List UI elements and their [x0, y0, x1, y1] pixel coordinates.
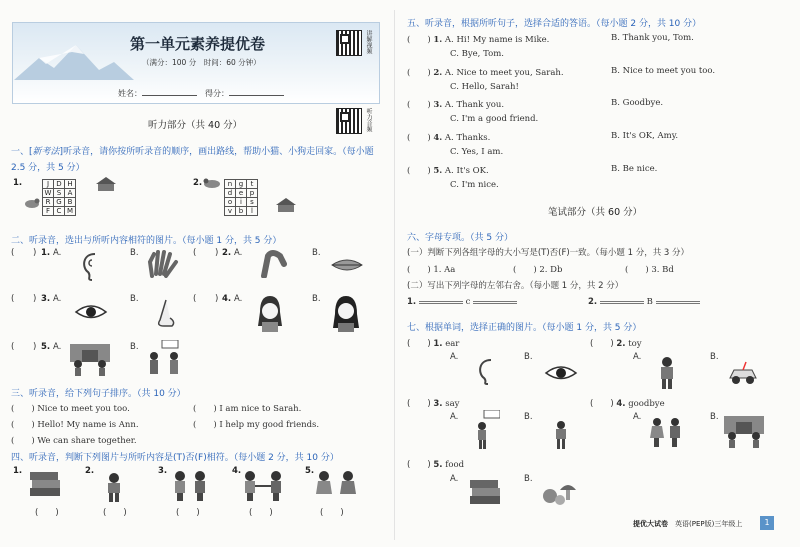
books-picture [28, 470, 62, 498]
answer-bracket: ( ) [249, 508, 273, 518]
s5-row: ( ) 3. A. Thank you. [407, 100, 505, 110]
nose-picture [152, 298, 178, 330]
two-girls-picture [314, 470, 360, 502]
option-a: A. [53, 294, 62, 304]
option-a: A. [450, 412, 459, 422]
option-a: A. Thank you. [444, 100, 505, 110]
option-b: B. Nice to meet you too. [611, 66, 716, 76]
grid-cell: t [247, 180, 258, 189]
house-icon [96, 177, 116, 191]
page-subtitle: （满分：100 分 时间：60 分钟） [142, 58, 261, 67]
option-a: A. [234, 248, 243, 258]
s5-row [450, 180, 499, 190]
grid-cell: F [43, 207, 54, 216]
mountain-illustration [14, 40, 134, 80]
s2-item-number: 1. [41, 248, 51, 258]
s4-number: 3. [158, 466, 168, 476]
grid-cell: H [65, 180, 76, 189]
option-a: A. [53, 342, 62, 352]
option-a: A. [234, 294, 243, 304]
answer-bracket: ) [215, 294, 219, 304]
answer-bracket: ( [11, 294, 15, 304]
cat-icon [24, 198, 40, 208]
house-icon [276, 198, 296, 212]
option-c: C. Bye, Tom. [450, 49, 504, 59]
option-a: A. [450, 474, 459, 484]
grid-cell: d [225, 189, 236, 198]
grid-cell: v [225, 207, 236, 216]
section-6-title: 六、字母专项。（共 5 分） [407, 233, 513, 243]
eye-picture [74, 303, 108, 321]
s5-item-number: 3. [433, 100, 443, 110]
grid-cell: A [65, 189, 76, 198]
grid-cell: B [65, 198, 76, 207]
option-a: A. Thanks. [444, 133, 491, 143]
option-b: B. [710, 352, 719, 362]
s3-sentence: ( ) I help my good friends. [193, 420, 320, 430]
s5-row [450, 114, 538, 124]
letter-grid-2 [224, 179, 258, 216]
answer-bracket: ) [33, 248, 37, 258]
s5-item-number: 5. [433, 166, 443, 176]
toy-car-picture [728, 360, 758, 386]
option-b: B. [710, 412, 719, 422]
s4-number: 4. [232, 466, 242, 476]
two-kids-picture [648, 416, 684, 448]
section-7-title: 七、根据单词，选择正确的图片。（每小题 1 分，共 5 分） [407, 323, 642, 333]
grid-cell: M [65, 207, 76, 216]
s2-item-number: 3. [41, 294, 51, 304]
s6-sub2: (二）写出下列字母的左邻右舍。（每小题 1 分，共 2 分） [407, 281, 624, 291]
s5-item-number: 2. [433, 68, 443, 78]
hand-picture [146, 250, 180, 278]
answer-bracket: ( ) [35, 508, 59, 518]
s5-item-number: 1. [433, 35, 443, 45]
s6-pair: ( ) 2. Db [513, 265, 563, 275]
answer-bracket: ( [11, 342, 15, 352]
qr-label-audio: 听力音频 [365, 108, 372, 132]
s5-row: ( ) 1. A. Hi! My name is Mike. [407, 35, 550, 45]
page-number: 1 [760, 516, 774, 530]
s6-write-1[interactable]: 1. c [407, 297, 517, 307]
s2-item-number: 5. [41, 342, 51, 352]
kids-talking-picture [144, 340, 188, 376]
qr-code-audio [336, 108, 362, 134]
s3-sentence: ( ) Hello! My name is Ann. [11, 420, 139, 430]
s5-row: ( ) 5. A. It's OK. [407, 166, 489, 176]
s5-item-number: 4. [433, 133, 443, 143]
option-b: B. Thank you, Tom. [611, 33, 694, 43]
dog-icon [203, 178, 221, 188]
option-b: B. Goodbye. [611, 98, 664, 108]
option-b: B. [130, 294, 139, 304]
s7-item: ( ) 5. food [407, 460, 465, 470]
option-a: A. Hi! My name is Mike. [444, 35, 550, 45]
grid-cell: G [54, 198, 65, 207]
section-5-title: 五、听录音，根据所听句子，选择合适的答语。（每小题 2 分，共 10 分） [407, 19, 702, 29]
option-c: C. I'm a good friend. [450, 114, 539, 124]
girl-face-picture [256, 296, 284, 332]
s2-item-number: 4. [222, 294, 232, 304]
listening-title: 听力部分（共 40 分） [148, 120, 243, 131]
footer-brand: 提优大试卷 英语(PEP版)三年级上 [633, 520, 743, 528]
grid-cell: C [54, 207, 65, 216]
option-a: A. [53, 248, 62, 258]
s1-q2-number: 2. [193, 178, 203, 188]
s5-row [611, 131, 678, 141]
qr-code [336, 30, 362, 56]
answer-bracket: ( ) [103, 508, 127, 518]
s2-item-number: 2. [222, 248, 232, 258]
section-4-title: 四、听录音，判断下列图片与所听内容是(T)否(F)相符。（每小题 2 分，共 10 分） [11, 453, 339, 463]
mouth-picture [330, 257, 364, 273]
boy-speaking-picture [474, 410, 500, 450]
section-1-title: 一、[新考法]听录音，请你按所听录音的顺序，画出路线，帮助小猫、小狗走回家。（每小题 [11, 147, 374, 157]
s6-pair: ( ) 3. Bd [625, 265, 674, 275]
s4-number: 2. [85, 466, 95, 476]
grid-cell: p [247, 189, 258, 198]
girl-face-picture [332, 296, 360, 332]
books-picture [468, 478, 502, 506]
option-b: B. [312, 248, 321, 258]
handshake-picture [240, 470, 286, 502]
s6-pair: ( ) 1. Aa [407, 265, 456, 275]
option-b: B. [130, 248, 139, 258]
s5-row: ( ) 4. A. Thanks. [407, 133, 491, 143]
page-title: 第一单元素养提优卷 [130, 35, 266, 53]
s5-row [450, 49, 504, 59]
two-kids-picture [170, 470, 212, 502]
grid-cell: R [43, 198, 54, 207]
grid-cell: g [236, 180, 247, 189]
option-a: A. [633, 352, 642, 362]
grid-cell: l [247, 207, 258, 216]
s1-q1-number: 1. [13, 178, 23, 188]
grid-cell: W [43, 189, 54, 198]
option-c: C. I'm nice. [450, 180, 499, 190]
grid-cell: J [43, 180, 54, 189]
s4-number: 1. [13, 466, 23, 476]
option-b: B. [524, 474, 533, 484]
s5-row [450, 82, 519, 92]
option-a: A. [633, 412, 642, 422]
s5-row [611, 66, 715, 76]
option-c: C. Hello, Sarah! [450, 82, 519, 92]
s6-write-2[interactable]: 2. B [588, 297, 700, 307]
option-b: B. [312, 294, 321, 304]
score-label: 得分： [205, 88, 284, 99]
s7-item: ( ) 3. say [407, 399, 460, 409]
column-divider [394, 10, 395, 540]
s3-sentence: ( ) I am nice to Sarah. [193, 404, 302, 414]
boy-standing-picture [553, 420, 569, 450]
s6-sub1: (一）判断下列各组字母的大小写是(T)否(F)一致。（每小题 1 分，共 3 分） [407, 248, 690, 258]
s5-row [611, 164, 657, 174]
answer-bracket: ) [33, 294, 37, 304]
grid-cell: s [247, 198, 258, 207]
option-a: A. [450, 352, 459, 362]
option-b: B. [130, 342, 139, 352]
grid-cell: e [236, 189, 247, 198]
s4-number: 5. [305, 466, 315, 476]
boy-picture [656, 356, 678, 390]
s7-item: ( ) 4. goodbye [590, 399, 665, 409]
answer-bracket: ( [193, 294, 197, 304]
arm-picture [258, 248, 288, 278]
s5-row [611, 98, 663, 108]
option-a: A. It's OK. [444, 166, 489, 176]
answer-bracket: ( ) [176, 508, 200, 518]
option-c: C. Yes, I am. [450, 147, 504, 157]
grid-cell: o [225, 198, 236, 207]
answer-bracket: ) [215, 248, 219, 258]
eye-picture [544, 364, 578, 382]
letter-grid-1 [42, 179, 76, 216]
s3-sentence: ( ) We can share together. [11, 436, 137, 446]
option-b: B. It's OK, Amy. [611, 131, 679, 141]
answer-bracket: ( [193, 248, 197, 258]
ear-picture [476, 358, 496, 386]
name-label: 姓名： [118, 88, 197, 99]
s5-row: ( ) 2. A. Nice to meet you, Sarah. [407, 68, 564, 78]
section-3-title: 三、听录音，给下列句子排序。（共 10 分） [11, 389, 186, 399]
grid-cell: b [236, 207, 247, 216]
school-kids-picture [68, 340, 112, 376]
ear-picture [80, 252, 100, 282]
answer-bracket: ( ) [320, 508, 344, 518]
option-b: B. Be nice. [611, 164, 658, 174]
grid-cell: n [225, 180, 236, 189]
answer-bracket: ( [11, 248, 15, 258]
grid-cell: S [54, 189, 65, 198]
qr-label: 讲解视频 [365, 30, 372, 54]
section-2-title: 二、听录音，选出与所听内容相符的图片。（每小题 1 分，共 5 分） [11, 236, 282, 246]
boy-picture [100, 472, 128, 502]
writing-title: 笔试部分（共 60 分） [548, 207, 643, 218]
option-b: B. [524, 412, 533, 422]
s7-item: ( ) 2. toy [590, 339, 642, 349]
school-kids-picture [722, 412, 766, 448]
s7-item: ( ) 1. ear [407, 339, 460, 349]
section-1-title-cont: 2.5 分，共 5 分） [11, 163, 85, 173]
answer-bracket: ) [33, 342, 37, 352]
food-picture [540, 476, 580, 506]
s5-row [450, 147, 503, 157]
option-a: A. Nice to meet you, Sarah. [444, 68, 564, 78]
s5-row [611, 33, 694, 43]
grid-cell: i [236, 198, 247, 207]
option-b: B. [524, 352, 533, 362]
grid-cell: D [54, 180, 65, 189]
s3-sentence: ( ) Nice to meet you too. [11, 404, 130, 414]
